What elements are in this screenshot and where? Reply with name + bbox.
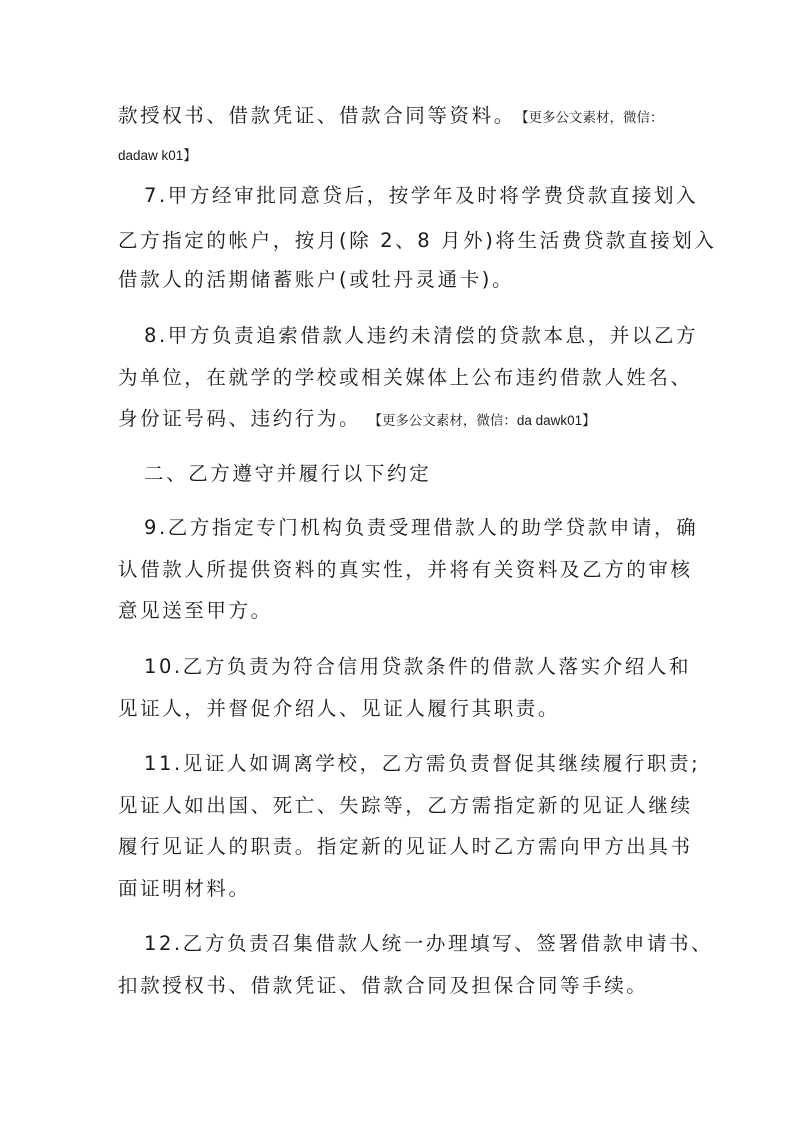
- watermark-note: 【更多公文素材，微信：: [521, 110, 664, 125]
- paragraph-11-line-4: [118, 876, 678, 902]
- paragraph-10-line-2: [118, 696, 678, 722]
- line-text: 为单位，在就学的学校或相关媒体上公布违约借款人姓名、: [118, 366, 693, 389]
- text-line: [118, 103, 678, 131]
- paragraph-9-line-3: [118, 598, 678, 624]
- line-text: 借款人的活期储蓄账户(或牡丹灵通卡)。: [118, 268, 515, 291]
- line-text: 意见送至甲方。: [118, 599, 273, 622]
- paragraph-10-line-1: [144, 654, 692, 680]
- line-text: 9.乙方指定专门机构负责受理借款人的助学贷款申请，确: [144, 516, 699, 539]
- paragraph-8-line-1: [144, 323, 699, 349]
- line-text: 见证人如出国、死亡、失踪等，乙方需指定新的见证人继续: [118, 794, 693, 817]
- section-heading: [144, 461, 678, 487]
- paragraph-7-line-2: [118, 228, 717, 254]
- line-text: 8.甲方负责追索借款人违约未清偿的贷款本息，并以乙方: [144, 324, 699, 347]
- line-text: 履行见证人的职责。指定新的见证人时乙方需向甲方出具书: [118, 835, 693, 858]
- line-text: 面证明材料。: [118, 877, 251, 900]
- line-text: 扣款授权书、借款凭证、借款合同及担保合同等手续。: [118, 974, 649, 997]
- watermark-note: dadaw k01】: [118, 148, 197, 163]
- line-text: 10.乙方负责为符合信用贷款条件的借款人落实介绍人和: [144, 655, 692, 678]
- text-line: [118, 141, 678, 169]
- paragraph-11-line-1: [144, 751, 701, 777]
- paragraph-7-line-1: [144, 183, 699, 209]
- line-text: 见证人，并督促介绍人、见证人履行其职责。: [118, 697, 561, 720]
- line-text: 7.甲方经审批同意贷后，按学年及时将学费贷款直接划入: [144, 184, 699, 207]
- paragraph-11-line-3: [118, 834, 693, 860]
- paragraph-12-line-1: [144, 931, 714, 957]
- paragraph-8-line-3: [118, 406, 678, 434]
- paragraph-9-line-1: [144, 515, 699, 541]
- line-text: 12.乙方负责召集借款人统一办理填写、签署借款申请书、: [144, 932, 714, 955]
- paragraph-7-line-3: [118, 267, 678, 293]
- line-text: 乙方指定的帐户，按月(除 2、8 月外)将生活费贷款直接划入: [118, 229, 717, 252]
- paragraph-12-line-2: [118, 973, 678, 999]
- paragraph-11-line-2: [118, 793, 693, 819]
- line-text: 认借款人所提供资料的真实性，并将有关资料及乙方的审核: [118, 558, 693, 581]
- watermark-note: 【更多公文素材，微信：da dawk01】: [375, 413, 596, 428]
- paragraph-8-line-2: [118, 365, 693, 391]
- line-text: 款授权书、借款凭证、借款合同等资料。: [118, 104, 516, 127]
- paragraph-9-line-2: [118, 557, 693, 583]
- line-text: 身份证号码、违约行为。: [118, 407, 362, 430]
- line-text: 11.见证人如调离学校，乙方需负责督促其继续履行职责;: [144, 752, 701, 775]
- section-title: 二、乙方遵守并履行以下约定: [144, 462, 432, 485]
